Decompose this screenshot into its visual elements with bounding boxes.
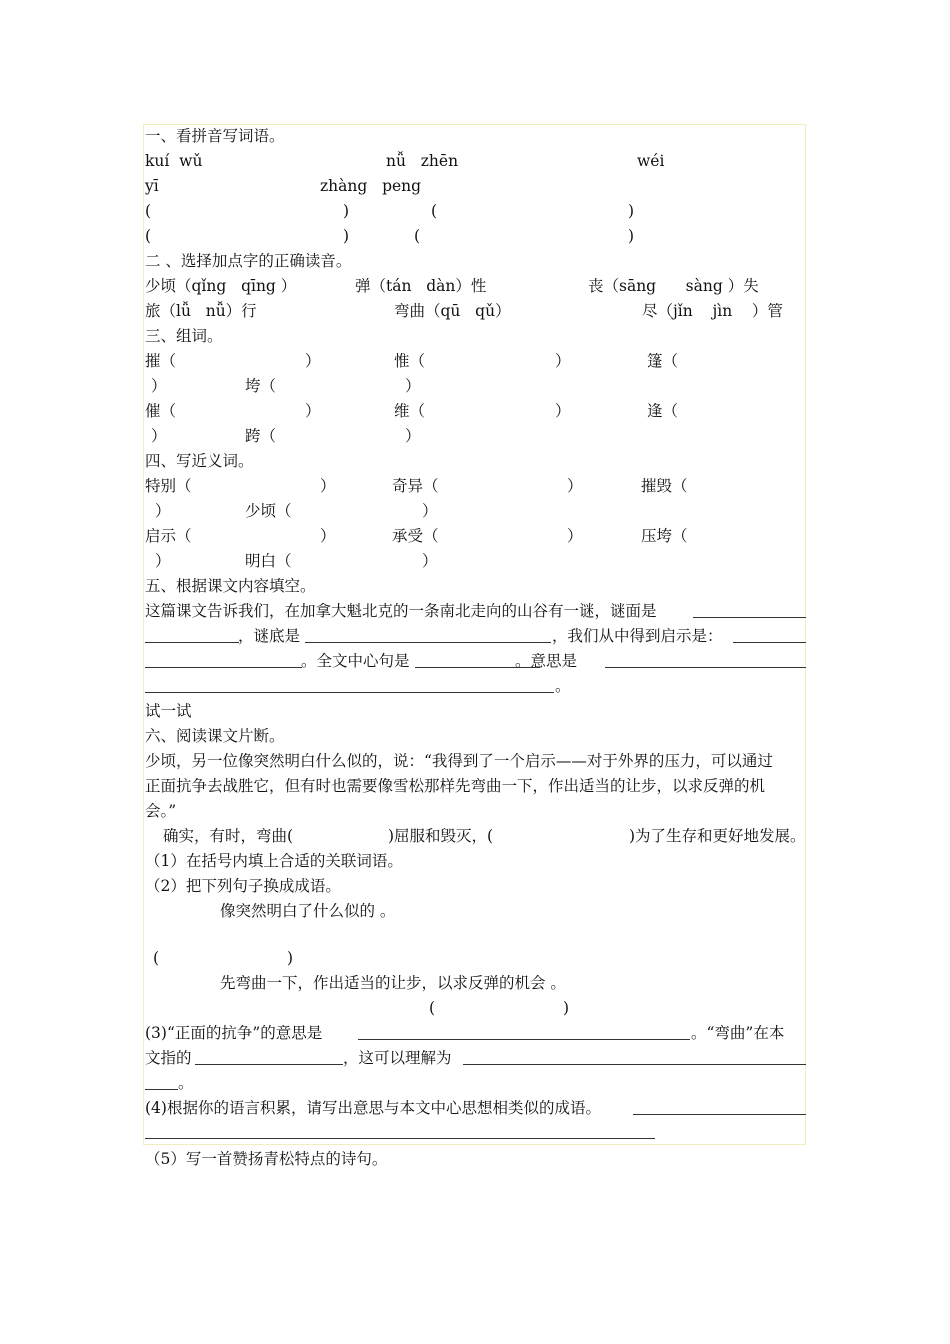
reading-choice: 少顷（qǐng qīng ）: [145, 277, 297, 295]
text-fragment: 这篇课文告诉我们，在加拿大魁北克的一条南北走向的山谷有一谜，谜面是: [145, 602, 657, 620]
text-fragment: （1）在括号内填上合适的关联词语。: [145, 852, 403, 870]
pinyin-item: nǚ zhēn: [386, 152, 459, 170]
blank-line[interactable]: [733, 642, 806, 643]
text-fragment: ）: [405, 427, 421, 445]
blank-line[interactable]: [145, 1089, 178, 1090]
text-fragment: 压垮（: [641, 527, 688, 545]
text-fragment: 。意思是: [515, 652, 578, 670]
text-fragment: 像突然明白了什么似的 。: [220, 902, 396, 920]
text-fragment: ): [287, 949, 294, 967]
blank-line[interactable]: [145, 642, 239, 643]
paren-close: ): [343, 202, 350, 220]
pinyin-item: zhàng peng: [320, 177, 422, 195]
text-fragment: ）: [305, 402, 321, 420]
pinyin-item: yī: [145, 177, 159, 195]
text-fragment: 催（: [145, 402, 177, 420]
text-fragment: 文指的: [145, 1049, 192, 1067]
text-fragment: 特别（: [145, 477, 192, 495]
text-fragment: 确实，有时，弯曲(: [163, 827, 294, 845]
blank-line[interactable]: [358, 1039, 690, 1040]
blank-line[interactable]: [145, 667, 302, 668]
text-fragment: ）: [422, 502, 438, 520]
text-fragment: （5）写一首赞扬青松特点的诗句。: [145, 1150, 388, 1168]
paren-close: ): [343, 227, 350, 245]
text-fragment: 跨（: [245, 427, 277, 445]
pinyin-item: wéi: [637, 152, 665, 170]
text-fragment: ): [563, 999, 570, 1017]
text-fragment: 惟（: [394, 352, 426, 370]
text-fragment: 先弯曲一下，作出适当的让步，以求反弹的机会 。: [220, 974, 566, 992]
blank-line[interactable]: [633, 1114, 806, 1115]
text-fragment: ）: [422, 552, 438, 570]
text-fragment: ）: [151, 427, 167, 445]
blank-line[interactable]: [195, 1064, 343, 1065]
reading-choice: 丧（sāng sàng ）失: [588, 277, 759, 295]
text-fragment: 逢（: [647, 402, 679, 420]
text-fragment: ）: [320, 477, 336, 495]
blank-line[interactable]: [415, 667, 540, 668]
paren-open: (: [145, 227, 152, 245]
text-fragment: (3)“正面的抗争”的意思是: [145, 1024, 323, 1042]
paren-open: (: [414, 227, 421, 245]
text-fragment: 少顷（: [245, 502, 292, 520]
text-fragment: 六、阅读课文片断。: [145, 727, 285, 745]
text-fragment: ）: [305, 352, 321, 370]
text-fragment: ）: [151, 377, 167, 395]
text-fragment: ）: [567, 477, 583, 495]
text-fragment: 一、看拼音写词语。: [145, 127, 285, 145]
paren-open: (: [145, 202, 152, 220]
blank-line[interactable]: [605, 667, 806, 668]
text-fragment: ，我们从中得到启示是：: [552, 627, 723, 645]
text-fragment: ）: [555, 352, 571, 370]
paren-close: ): [628, 227, 635, 245]
text-fragment: 五、根据课文内容填空。: [145, 577, 316, 595]
reading-choice: 旅（lǚ nǚ）行: [145, 302, 257, 320]
pinyin-item: kuí wǔ: [145, 152, 203, 170]
text-fragment: ）: [155, 552, 171, 570]
text-fragment: 二 、选择加点字的正确读音。: [145, 252, 352, 270]
text-fragment: 摧（: [145, 352, 177, 370]
text-fragment: ，谜底是: [238, 627, 301, 645]
text-fragment: 四、写近义词。: [145, 452, 254, 470]
reading-choice: 尽（jǐn jìn ）管: [642, 302, 783, 320]
blank-line[interactable]: [145, 1138, 655, 1139]
blank-line[interactable]: [693, 617, 806, 618]
text-fragment: ，这可以理解为: [343, 1049, 452, 1067]
text-fragment: 篷（: [647, 352, 679, 370]
text-fragment: 垮（: [245, 377, 277, 395]
blank-line[interactable]: [463, 1064, 806, 1065]
text-fragment: 摧毁（: [641, 477, 688, 495]
text-fragment: (: [429, 999, 436, 1017]
text-fragment: （2）把下列句子换成成语。: [145, 877, 341, 895]
text-fragment: 维（: [394, 402, 426, 420]
text-fragment: ）: [405, 377, 421, 395]
paren-close: ): [628, 202, 635, 220]
blank-line[interactable]: [145, 692, 554, 693]
text-fragment: 奇异（: [392, 477, 439, 495]
paren-open: (: [431, 202, 438, 220]
text-fragment: 会。”: [145, 802, 177, 820]
blank-line[interactable]: [305, 642, 551, 643]
text-fragment: ）: [555, 402, 571, 420]
reading-choice: 弯曲（qū qǔ）: [394, 302, 511, 320]
text-fragment: 启示（: [145, 527, 192, 545]
text-fragment: 少顷，另一位像突然明白什么似的，说：“我得到了一个启示——对于外界的压力，可以通过: [145, 752, 773, 770]
text-fragment: 承受（: [392, 527, 439, 545]
reading-choice: 弹（tán dàn）性: [355, 277, 487, 295]
text-fragment: 。: [178, 1074, 194, 1092]
text-fragment: (: [153, 949, 160, 967]
text-fragment: 三、组词。: [145, 327, 223, 345]
text-fragment: )屈服和毁灭，(: [388, 827, 494, 845]
text-fragment: 。全文中心句是: [301, 652, 410, 670]
text-fragment: )为了生存和更好地发展。: [629, 827, 806, 845]
text-fragment: (4)根据你的语言积累，请写出意思与本文中心思想相类似的成语。: [145, 1099, 601, 1117]
text-fragment: ）: [567, 527, 583, 545]
text-fragment: 。: [555, 677, 571, 695]
text-fragment: 正面抗争去战胜它，但有时也需要像雪松那样先弯曲一下，作出适当的让步，以求反弹的机: [145, 777, 766, 795]
text-fragment: ）: [320, 527, 336, 545]
text-fragment: 明白（: [245, 552, 292, 570]
text-fragment: 试一试: [145, 702, 192, 720]
text-fragment: 。“弯曲”在本: [691, 1024, 785, 1042]
text-fragment: ）: [155, 502, 171, 520]
